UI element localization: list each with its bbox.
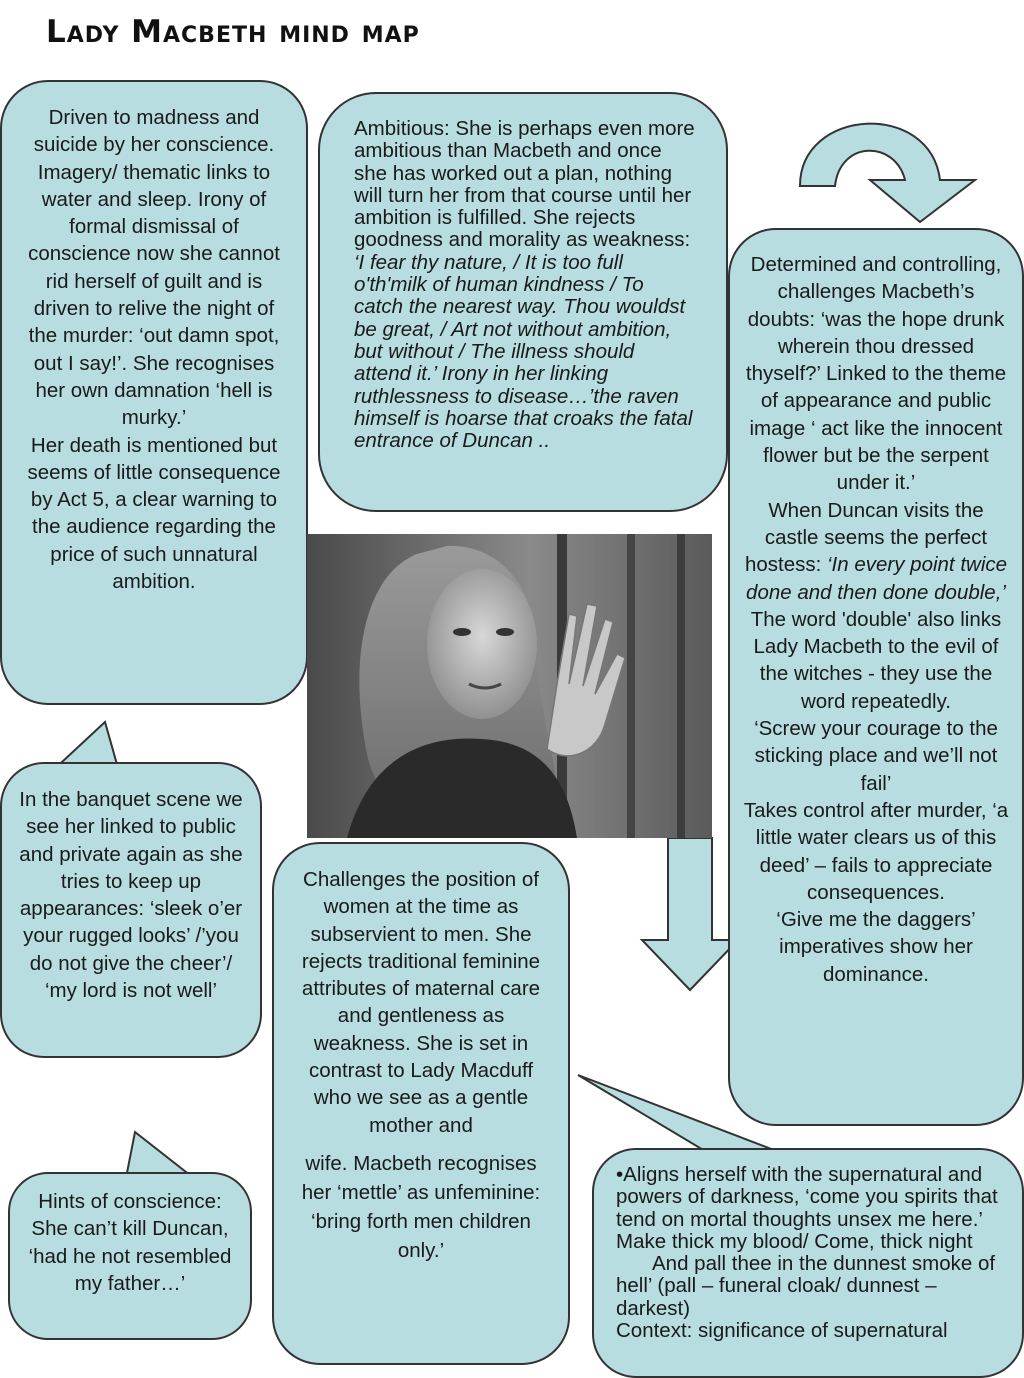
conscience-text: Hints of conscience: She can’t kill Duncan, ‘had he not resembled my father…’ [28,1190,232,1295]
supernatural-bubble [592,1148,1024,1378]
madness-bubble [0,80,308,705]
supernatural-text-3: Context: significance of supernatural [616,1319,948,1343]
lady-macbeth-photo [307,534,712,838]
determined-bubble [728,228,1024,1126]
determined-text-1: Determined and controlling, challenges Macbeth’s doubts: ‘was the hope drunk wherein thou dressed thyself?’ Linked to the theme of appearance and public image ‘ act like the innocent flower but be the serpent under it.’ [745,253,1007,495]
banquet-text: In the banquet scene we see her linked to public and private again as she tries to keep up appearances: ‘sleek o’er your rugged looks’ /’you do not give the cheer’/ ‘my lord is not well’ [19,788,243,1003]
determined-text-2: When Duncan visits the castle seems the perfect hostess: [744,498,988,577]
determined-quote: ‘In every point twice done and then done double,’ [746,553,1008,604]
determined-text-3: The word 'double' also links Lady Macbeth to the evil of the witches - they use the word repeatedly. [750,607,1002,713]
determined-text-5: Takes control after murder, ‘a little water clears us of this deed’ – fails to appreciate consequences. [743,798,1009,904]
ambitious-text: Ambitious: She is perhaps even more ambitious than Macbeth and once she has worked out a plan, nothing will turn her from that course until her ambition is fulfilled. She rejects goodness and morality as weakness: [354,117,695,252]
photo-illustration [307,534,712,838]
page-title: Lady Macbeth mind map [46,14,420,50]
supernatural-text-2: And pall thee in the dunnest smoke of hell’ (pall – funeral cloak/ dunnest – darkest) [616,1252,996,1320]
women-text-2: wife. Macbeth recognises her ‘mettle’ as unfeminine: ‘bring forth men children only.’ [301,1151,541,1262]
determined-text-6: ‘Give me the daggers’ imperatives show her dominance. [776,908,976,986]
ambitious-bubble [318,92,728,512]
madness-text-2: Imagery/ thematic links to water and sleep. Irony of formal dismissal of conscience now she cannot rid herself of guilt and is driven to relive the night of the murder: ‘out damn spot, out I say!’. She recognises her own damnation ‘hell is murky.’ [28,160,280,430]
madness-text-1: Driven to madness and suicide by her conscience. [33,106,275,157]
ambitious-quote: ‘I fear thy nature, / It is too full o'th'milk of human kindness / To catch the nearest way. Thou wouldst be great, / Art not without ambition, but without / The illness should attend it.’ Irony in her linking ruthlessness to disease…’the raven himself is hoarse that croaks the fatal entrance of Duncan .. [354,250,693,453]
supernatural-text-1: •Aligns herself with the supernatural and powers of darkness, ‘come you spirits that tend on mortal thoughts unsex me here.’ Make thick my blood/ Come, thick night [616,1163,998,1253]
madness-text-3: Her death is mentioned but seems of little consequence by Act 5, a clear warning to the audience regarding the price of such unnatural ambition. [27,433,281,594]
banquet-bubble [0,762,262,1058]
determined-text-4: ‘Screw your courage to the sticking place and we’ll not fail’ [754,717,998,795]
women-text-1: Challenges the position of women at the time as subservient to men. She rejects traditional feminine attributes of maternal care and gentleness as weakness. She is set in contrast to Lady Macduff who we see as a gentle mother and [301,868,541,1137]
conscience-bubble [8,1172,252,1340]
women-bubble [272,842,570,1365]
